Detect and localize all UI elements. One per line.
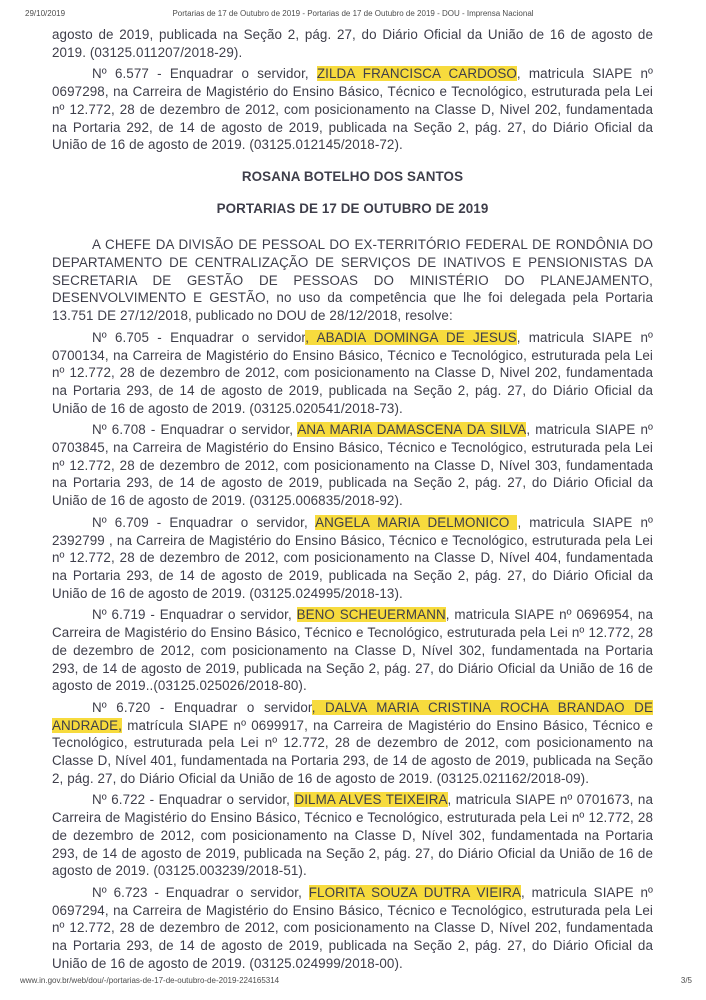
paragraph-text: , matricula SIAPE nº 0696954, na Carreira de Magistério do Ensino Básico, Técnico e Tecnológico, estruturada pela Lei nº 12.772, 28 de dezembro de 2012, com posicionamento na Classe D, Nível 302, fundamentada na Portaria 293, de 14 de agosto de 2019, publicada na Seção 2, pág. 27, do Diário Oficial da União de 16 de agosto de 2019..(03125.025026/2018-80). xyxy=(52,607,653,694)
highlighted-servant-name: FLORITA SOUZA DUTRA VIEIRA xyxy=(308,884,521,900)
paragraph-text: , matricula SIAPE nº 0703845, na Carreira de Magistério do Ensino Básico, Técnico e Tecnológico, estruturada pela Lei nº 12.772, 28 de dezembro de 2012, com posicionamento na Classe D, Nível 303, fundamentada na Portaria 293, de 14 de agosto de 2019, publicada na Seção 2, pág. 27, do Diário Oficial da União de 16 de agosto de 2019. (03125.006835/2018-92). xyxy=(52,422,653,509)
highlighted-servant-name: , DALVA MARIA CRISTINA ROCHA BRANDAO DE ANDRADE, xyxy=(52,699,653,733)
print-footer xyxy=(0,976,706,988)
paragraph xyxy=(52,65,653,154)
paragraph-text: , matricula SIAPE nº 2392799 , na Carreira de Magistério do Ensino Básico, Técnico e Tecnológico, estruturada pela Lei nº 12.772, 28 de dezembro de 2012, com posicionamento na Classe D, Nível 404, fundamentada na Portaria 293, de 14 de agosto de 2019, publicada na Seção 2, pág. 27, do Diário Oficial da União de 16 de agosto de 2019. (03125.024995/2018-13). xyxy=(52,514,653,601)
paragraph-text: A CHEFE DA DIVISÃO DE PESSOAL DO EX-TERRITÓRIO FEDERAL DE RONDÔNIA DO DEPARTAMENTO DE CENTRALIZAÇÃO DE SERVIÇOS DE INATIVOS E PENSIONISTAS DA SECRETARIA DE GESTÃO DE PESSOAS DO MINISTÉRIO DO PLANEJAMENTO, DESENVOLVIMENTO E GESTÃO, no uso da competência que lhe foi delegada pela Portaria 13.751 DE 27/12/2018, publicado no DOU de 28/12/2018, resolve: xyxy=(52,237,653,324)
highlighted-servant-name: DILMA ALVES TEIXEIRA xyxy=(294,792,448,808)
paragraph xyxy=(52,884,653,973)
paragraph xyxy=(52,791,653,880)
paragraph-text: Nº 6.708 - Enquadrar o servidor, xyxy=(92,422,298,438)
highlighted-servant-name: , ABADIA DOMINGA DE JESUS xyxy=(305,329,517,345)
paragraph-text: , matricula SIAPE nº 0700134, na Carreira de Magistério do Ensino Básico, Técnico e Tecnológico, estruturada pela Lei nº 12.772, 28 de dezembro de 2012, com posicionamento na Classe D, Nivel 202, fundamentada na Portaria 293, de 14 de agosto de 2019, publicada na Seção 2, pág. 27, do Diário Oficial da União de 16 de agosto de 2019. (03125.020541/2018-73). xyxy=(52,329,653,416)
paragraph-text: , matricula SIAPE nº 0697294, na Carreira de Magistério do Ensino Básico, Técnico e Tecnológico, estruturada pela Lei nº 12.772, 28 de dezembro de 2012, com posicionamento na Classe D, Nível 202, fundamentada na Portaria 293, de 14 de agosto de 2019, publicada na Seção 2, pág. 27, do Diário Oficial da União de 16 de agosto de 2019. (03125.024999/2018-00). xyxy=(52,884,653,971)
paragraph-text: , matricula SIAPE nº 0697298, na Carreira de Magistério do Ensino Básico, Técnico e Tecnológico, estruturada pela Lei nº 12.772, 28 de dezembro de 2012, com posicionamento na Classe D, Nivel 202, fundamentada na Portaria 292, de 14 de agosto de 2019, publicada na Seção 2, pág. 27, do Diário Oficial da União de 16 de agosto de 2019. (03125.012145/2018-72). xyxy=(52,66,653,153)
paragraph-text: agosto de 2019, publicada na Seção 2, pág. 27, do Diário Oficial da União de 16 de agosto de 2019. (03125.011207/2018-29). xyxy=(52,27,653,60)
signatory-name: ROSANA BOTELHO DOS SANTOS xyxy=(241,168,464,184)
paragraph-text: Nº 6.720 - Enquadrar o servidor xyxy=(92,699,312,715)
paragraph xyxy=(52,514,653,603)
highlighted-servant-name: BENO SCHEUERMANN xyxy=(296,607,446,623)
print-header xyxy=(0,9,706,21)
paragraph-text: Nº 6.722 - Enquadrar o servidor, xyxy=(92,792,295,808)
source-url: www.in.gov.br/web/dou/-/portarias-de-17-de-outubro-de-2019-224165314 xyxy=(20,976,280,985)
highlighted-servant-name: ZILDA FRANCISCA CARDOSO xyxy=(316,66,517,82)
paragraph xyxy=(52,236,653,325)
paragraph-text: Nº 6.719 - Enquadrar o servidor, xyxy=(92,607,297,623)
page-indicator: 3/5 xyxy=(680,976,692,985)
section-title: PORTARIAS DE 17 DE OUTUBRO DE 2019 xyxy=(216,200,489,216)
paragraph xyxy=(52,421,653,510)
document-body xyxy=(52,26,653,976)
paragraph-text: Nº 6.577 - Enquadrar o servidor, xyxy=(92,66,317,82)
paragraph-text: , matricula SIAPE nº 0701673, na Carreira de Magistério do Ensino Básico, Técnico e Tecnológico, estruturada pela Lei nº 12.772, 28 de dezembro de 2012, com posicionamento na Classe D, Nível 302, fundamentada na Portaria 293, de 14 de agosto de 2019, publicada na Seção 2, pág. 27, do Diário Oficial da União de 16 de agosto de 2019. (03125.003239/2018-51). xyxy=(52,792,653,879)
paragraph xyxy=(52,606,653,695)
paragraph-text: Nº 6.705 - Enquadrar o servidor xyxy=(92,329,306,345)
paragraph xyxy=(52,329,653,418)
paragraph-text: Nº 6.723 - Enquadrar o servidor, xyxy=(92,884,309,900)
highlighted-servant-name: ANA MARIA DAMASCENA DA SILVA xyxy=(297,422,527,438)
paragraph xyxy=(52,699,653,788)
print-date: 29/10/2019 xyxy=(25,9,66,18)
highlighted-servant-name: ANGELA MARIA DELMONICO xyxy=(315,514,518,530)
paragraph-text: matrícula SIAPE nº 0699917, na Carreira de Magistério do Ensino Básico, Técnico e Tecnológico, estruturada pela Lei nº 12.772, 28 de dezembro de 2012, com posicionamento na Classe D, Nível 401, fundamentada na Portaria 293, de 14 de agosto de 2019, publicada na Seção 2, pág. 27, do Diário Oficial da União de 16 de agosto de 2019. (03125.021162/2018-09). xyxy=(52,717,653,786)
paragraph-text: Nº 6.709 - Enquadrar o servidor, xyxy=(92,514,316,530)
print-title: Portarias de 17 de Outubro de 2019 - Portarias de 17 de Outubro de 2019 - DOU - Imprensa Nacional xyxy=(172,9,534,18)
paragraph xyxy=(52,26,653,61)
